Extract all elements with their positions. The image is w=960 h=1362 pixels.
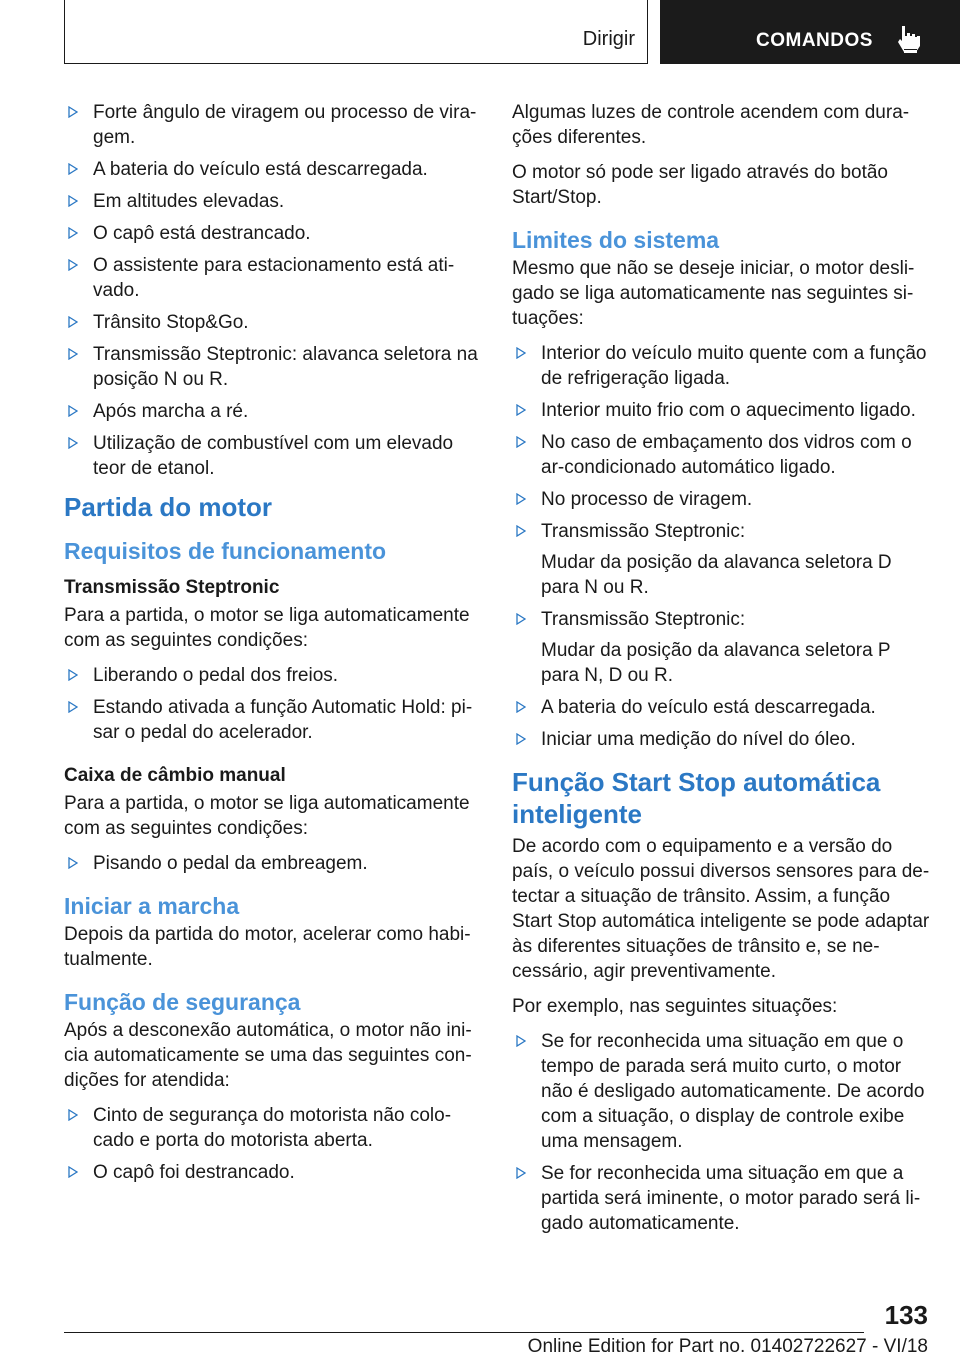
intro-list (64, 100, 484, 481)
list-item-text: Forte ângulo de viragem ou processo de viragem. (93, 102, 477, 148)
list-item (64, 1160, 484, 1185)
bullet-triangle-icon (68, 259, 78, 271)
list-item-text: Interior muito frio com o aquecimento ligado. (541, 400, 916, 421)
list-item-text: Utilização de combustível com um elevado teor de etanol. (93, 433, 454, 479)
bullet-triangle-icon (68, 701, 78, 713)
para-steptronic: Para a partida, o motor se liga automaticamente com as seguintes condições: (64, 605, 470, 651)
limites-list (512, 341, 932, 752)
right-column (512, 100, 932, 1246)
list-item (512, 487, 932, 512)
list-item-text: Transmissão Steptronic: alavanca seletora na posição N ou R. (93, 344, 478, 390)
list-item-text: No caso de embaçamento dos vidros com o ar-condicionado automático ligado. (541, 432, 912, 478)
list-item-text: O capô foi destrancado. (93, 1162, 295, 1183)
bullet-triangle-icon (516, 1167, 526, 1179)
bullet-triangle-icon (68, 1109, 78, 1121)
list-item-text: Trânsito Stop&Go. (93, 312, 249, 333)
list-item (512, 519, 932, 600)
list-item-text: Iniciar uma medição do nível do óleo. (541, 729, 856, 750)
list-item-subtext: Mudar da posição da alavanca seletora D para N ou R. (541, 552, 892, 598)
manual-list (64, 851, 484, 876)
list-item-text: Interior do veículo muito quente com a função de refrigeração ligada. (541, 343, 927, 389)
list-item-text: Transmissão Steptronic: (541, 609, 746, 630)
list-item-subtext: Mudar da posição da alavanca seletora P para N, D ou R. (541, 640, 891, 686)
list-item-text: Pisando o pedal da embreagem. (93, 853, 368, 874)
bullet-triangle-icon (68, 857, 78, 869)
bullet-triangle-icon (68, 195, 78, 207)
para-botao: O motor só pode ser ligado através do botão Start/Stop. (512, 162, 889, 208)
bullet-triangle-icon (516, 347, 526, 359)
list-item (64, 695, 484, 745)
list-item (64, 157, 484, 182)
para-seguranca: Após a desconexão automática, o motor não inicia automaticamente se uma das seguintes condições for atendida: (64, 1020, 472, 1091)
list-item-text: A bateria do veículo está descarregada. (541, 697, 876, 718)
steptronic-list (64, 663, 484, 745)
list-item (512, 695, 932, 720)
list-item-text: Após marcha a ré. (93, 401, 249, 422)
bullet-triangle-icon (68, 106, 78, 118)
bullet-triangle-icon (516, 701, 526, 713)
list-item (64, 431, 484, 481)
para-iniciar: Depois da partida do motor, acelerar como habitualmente. (64, 924, 471, 970)
bullet-triangle-icon (516, 613, 526, 625)
page-number: 133 (884, 1300, 928, 1330)
list-item (64, 253, 484, 303)
list-item-text: Cinto de segurança do motorista não colocado e porta do motorista aberta. (93, 1105, 452, 1151)
left-column (64, 100, 484, 1195)
list-item (64, 189, 484, 214)
seguranca-list (64, 1103, 484, 1185)
pointing-hand-icon (896, 24, 922, 54)
list-item (64, 100, 484, 150)
list-item-text: Transmissão Steptronic: (541, 521, 746, 542)
bullet-triangle-icon (516, 404, 526, 416)
para-limites: Mesmo que não se deseje iniciar, o motor desligado se liga automaticamente nas seguintes situações: (512, 258, 915, 329)
list-item-text: Em altitudes elevadas. (93, 191, 285, 212)
bullet-triangle-icon (68, 437, 78, 449)
list-item (512, 1029, 932, 1154)
bullet-triangle-icon (68, 316, 78, 328)
para-exemplo: Por exemplo, nas seguintes situações: (512, 996, 838, 1017)
list-item-text: No processo de viragem. (541, 489, 753, 510)
list-item (64, 399, 484, 424)
bullet-triangle-icon (516, 493, 526, 505)
heading-iniciar: Iniciar a marcha (64, 893, 240, 919)
list-item (512, 430, 932, 480)
heading-partida: Partida do motor (64, 492, 273, 522)
bullet-triangle-icon (68, 348, 78, 360)
header-chapter-box (660, 0, 960, 64)
list-item-text: O capô está destrancado. (93, 223, 311, 244)
list-item (64, 851, 484, 876)
list-item (64, 1103, 484, 1153)
para-luzes: Algumas luzes de controle acendem com durações diferentes. (512, 102, 910, 148)
heading-manual: Caixa de câmbio manual (64, 765, 286, 786)
heading-steptronic: Transmissão Steptronic (64, 577, 280, 598)
exemplo-list (512, 1029, 932, 1236)
list-item (64, 221, 484, 246)
footer-divider (64, 1332, 864, 1333)
header-section-box (64, 0, 648, 64)
footer-edition: Online Edition for Part no. 01402722627 - VI/18 (527, 1336, 928, 1357)
list-item (512, 398, 932, 423)
list-item (512, 727, 932, 752)
list-item (64, 663, 484, 688)
list-item (512, 1161, 932, 1236)
list-item-text: Se for reconhecida uma situação em que o tempo de parada será muito curto, o motor não é desligado automaticamente. De acordo com a situação, o display de controle exibe uma mensagem. (541, 1031, 925, 1152)
heading-requisitos: Requisitos de funcionamento (64, 538, 387, 564)
bullet-triangle-icon (68, 669, 78, 681)
bullet-triangle-icon (68, 1166, 78, 1178)
para-manual: Para a partida, o motor se liga automaticamente com as seguintes condições: (64, 793, 470, 839)
header-chapter-title: COMANDOS (756, 30, 873, 51)
bullet-triangle-icon (68, 405, 78, 417)
list-item (512, 607, 932, 688)
list-item-text: Liberando o pedal dos freios. (93, 665, 339, 686)
list-item-text: A bateria do veículo está descarregada. (93, 159, 428, 180)
heading-limites: Limites do sistema (512, 227, 720, 253)
bullet-triangle-icon (68, 227, 78, 239)
bullet-triangle-icon (516, 1035, 526, 1047)
heading-funcao: Função Start Stop automática inteligente (512, 767, 881, 829)
bullet-triangle-icon (516, 525, 526, 537)
bullet-triangle-icon (516, 436, 526, 448)
bullet-triangle-icon (516, 733, 526, 745)
heading-seguranca: Função de segurança (64, 989, 301, 1015)
list-item-text: Estando ativada a função Automatic Hold: pisar o pedal do acelerador. (93, 697, 473, 743)
list-item (64, 310, 484, 335)
list-item-text: Se for reconhecida uma situação em que a partida será iminente, o motor parado será ligado automaticamente. (541, 1163, 921, 1234)
list-item (512, 341, 932, 391)
para-funcao: De acordo com o equipamento e a versão do país, o veículo possui diversos sensores para detectar a situação de trânsito. Assim, a função Start Stop automática inteligente se pode adaptar às diferentes situações de trânsito e, se necessário, agir preventivamente. (512, 836, 930, 982)
bullet-triangle-icon (68, 163, 78, 175)
header-section-title: Dirigir (582, 28, 635, 50)
list-item-text: O assistente para estacionamento está ativado. (93, 255, 455, 301)
list-item (64, 342, 484, 392)
